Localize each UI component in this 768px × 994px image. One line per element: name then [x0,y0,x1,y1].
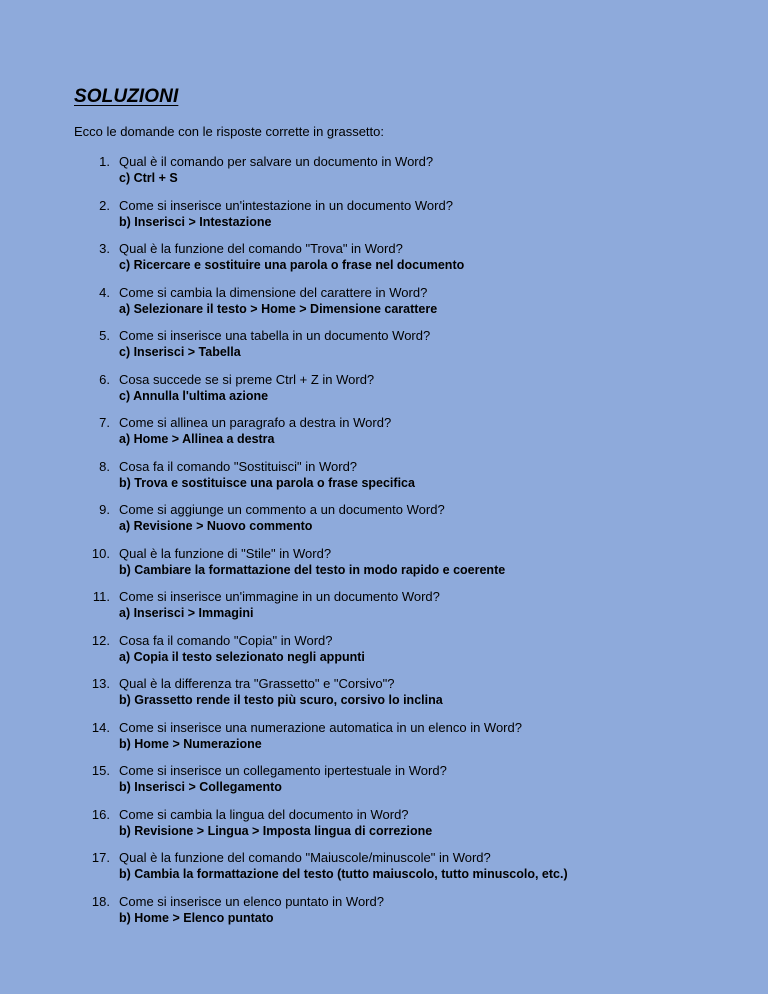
answer-text: a) Inserisci > Immagini [119,606,254,620]
list-item [74,675,708,719]
answer-text: c) Inserisci > Tabella [119,345,241,359]
list-item-number: 8. [99,458,110,474]
list-item [74,893,708,937]
list-item-number: 7. [99,415,110,430]
list-item-number: 16. [91,806,110,822]
answer-text: a) Home > Allinea a destra [119,432,275,446]
list-item [74,632,708,676]
question-text: Qual è la funzione del comando "Maiuscole/minuscole" in Word? [119,850,491,865]
question-text: Qual è la funzione del comando "Trova" in Word? [119,241,403,256]
list-item-number: 13. [91,676,110,691]
list-item [74,284,708,328]
list-item [74,327,708,371]
list-item-number: 3. [99,241,110,256]
answer-text: a) Copia il testo selezionato negli appunti [119,649,365,664]
list-item-number: 17. [91,850,110,865]
answer-text: b) Inserisci > Intestazione [119,214,272,229]
list-item-number: 10. [91,545,110,561]
answer-text: b) Cambiare la formattazione del testo in modo rapido e coerente [119,562,506,577]
list-item [74,458,708,502]
question-text: Qual è il comando per salvare un documento in Word? [119,154,434,169]
question-text: Cosa fa il comando "Sostituisci" in Word? [119,458,358,474]
page-title: SOLUZIONI [74,86,179,107]
question-answer-list [74,153,708,936]
question-text: Come si inserisce una numerazione automatica in un elenco in Word? [119,719,522,735]
question-text: Come si inserisce un'intestazione in un documento Word? [119,197,453,213]
question-text: Come si aggiunge un commento a un documento Word? [119,502,445,517]
list-item-number: 18. [91,893,110,909]
list-item-number: 9. [99,502,110,517]
answer-text: c) Ricercare e sostituire una parola o frase nel documento [119,258,465,272]
list-item [74,762,708,806]
list-item-number: 14. [91,719,110,735]
list-item-number: 6. [99,371,110,387]
question-text: Come si inserisce un collegamento ipertestuale in Word? [119,763,447,778]
list-item [74,501,708,545]
answer-text: a) Selezionare il testo > Home > Dimensione carattere [119,301,438,316]
list-item-number: 5. [99,328,110,343]
list-item [74,588,708,632]
question-text: Come si cambia la dimensione del carattere in Word? [119,284,428,300]
question-text: Qual è la differenza tra "Grassetto" e "Corsivo"? [119,676,395,691]
question-text: Qual è la funzione di "Stile" in Word? [119,545,332,561]
list-item-number: 4. [99,284,110,300]
answer-text: c) Annulla l'ultima azione [119,388,269,403]
question-text: Cosa fa il comando "Copia" in Word? [119,632,333,648]
answer-text: a) Revisione > Nuovo commento [119,519,313,533]
list-item [74,719,708,763]
list-item [74,545,708,589]
list-item [74,153,708,197]
list-item [74,849,708,893]
question-text: Come si cambia la lingua del documento in Word? [119,806,409,822]
list-item [74,240,708,284]
list-item [74,414,708,458]
list-item-number: 11. [92,589,110,604]
list-item [74,371,708,415]
list-item-number: 1. [99,154,110,169]
answer-text: b) Home > Elenco puntato [119,910,274,925]
question-text: Come si allinea un paragrafo a destra in Word? [119,415,392,430]
question-text: Cosa succede se si preme Ctrl + Z in Word? [119,371,375,387]
answer-text: b) Trova e sostituisce una parola o frase specifica [119,475,415,490]
list-item-number: 15. [91,763,110,778]
list-item-number: 2. [99,197,110,213]
intro-text: Ecco le domande con le risposte corrette in grassetto: [74,124,384,139]
answer-text: b) Revisione > Lingua > Imposta lingua di correzione [119,823,433,838]
answer-text: b) Inserisci > Collegamento [119,780,282,794]
answer-text: b) Home > Numerazione [119,736,262,751]
answer-text: c) Ctrl + S [119,171,178,185]
list-item-number: 12. [91,632,110,648]
list-item [74,197,708,241]
answer-text: b) Cambia la formattazione del testo (tutto maiuscolo, tutto minuscolo, etc.) [119,867,568,881]
question-text: Come si inserisce un'immagine in un documento Word? [119,589,440,604]
answer-text: b) Grassetto rende il testo più scuro, corsivo lo inclina [119,693,443,707]
list-item [74,806,708,850]
question-text: Come si inserisce un elenco puntato in Word? [119,893,384,909]
question-text: Come si inserisce una tabella in un documento Word? [119,328,431,343]
